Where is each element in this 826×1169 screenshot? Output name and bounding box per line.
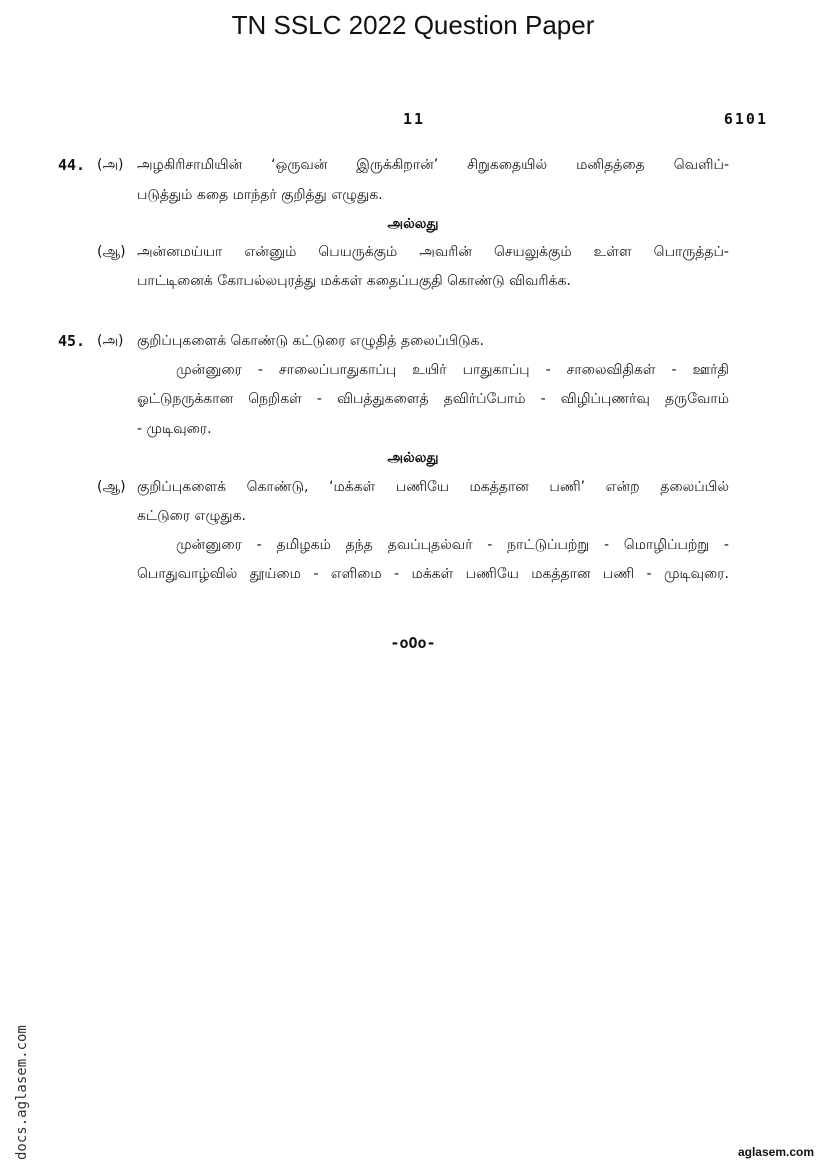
question-text-line: குறிப்புகளைக் கொண்டு, ‘மக்கள் பணியே மகத்தான பணி’ என்ற தலைப்பில் — [137, 479, 729, 495]
question-number: 44. — [58, 156, 86, 174]
question-text-line: முன்னுரை - சாலைப்பாதுகாப்பு உயிர் பாதுகாப்பு - சாலைவிதிகள் - ஊர்தி — [176, 362, 729, 378]
option-b-label: (ஆ) — [97, 479, 126, 495]
question-text-line: அன்னமய்யா என்னும் பெயருக்கும் அவரின் செயலுக்கும் உள்ள பொருத்தப்- — [137, 244, 729, 260]
question-text-line: அழகிரிசாமியின் ‘ஒருவன் இருக்கிறான்’ சிறுகதையில் மனிதத்தை வெளிப்- — [137, 157, 729, 173]
page-title: TN SSLC 2022 Question Paper — [231, 10, 595, 40]
question-text-line: ஓட்டுநருக்கான நெறிகள் - விபத்துகளைத் தவிர்ப்போம் - விழிப்புணர்வு தருவோம் — [137, 391, 729, 407]
question-text-line: படுத்தும் கதை மாந்தர் குறித்து எழுதுக. — [137, 187, 383, 203]
option-a-label: (அ) — [97, 333, 124, 349]
question-text-line: - முடிவுரை. — [137, 421, 212, 437]
end-mark: -oOo- — [390, 634, 436, 652]
option-a-label: (அ) — [97, 157, 124, 173]
question-text-line: பொதுவாழ்வில் தூய்மை - எளிமை - மக்கள் பணியே மகத்தான பணி - முடிவுரை. — [137, 566, 729, 582]
question-text-line: குறிப்புகளைக் கொண்டு கட்டுரை எழுதித் தலைப்பிடுக. — [137, 333, 484, 349]
question-text-line: முன்னுரை - தமிழகம் தந்த தவப்புதல்வர் - நாட்டுப்பற்று - மொழிப்பற்று - — [176, 537, 729, 553]
or-separator: அல்லது — [387, 450, 439, 466]
question-text-line: பாட்டினைக் கோபல்லபுரத்து மக்கள் கதைப்பகுதி கொண்டு விவரிக்க. — [137, 273, 571, 289]
paper-code: 6101 — [723, 110, 768, 128]
question-number: 45. — [58, 332, 86, 350]
question-text-line: கட்டுரை எழுதுக. — [137, 508, 246, 524]
or-separator: அல்லது — [387, 216, 439, 232]
corner-watermark: aglasem.com — [737, 1145, 814, 1159]
side-watermark: docs.aglasem.com — [14, 1025, 30, 1160]
page-number: 11 — [402, 110, 426, 128]
option-b-label: (ஆ) — [97, 244, 126, 260]
